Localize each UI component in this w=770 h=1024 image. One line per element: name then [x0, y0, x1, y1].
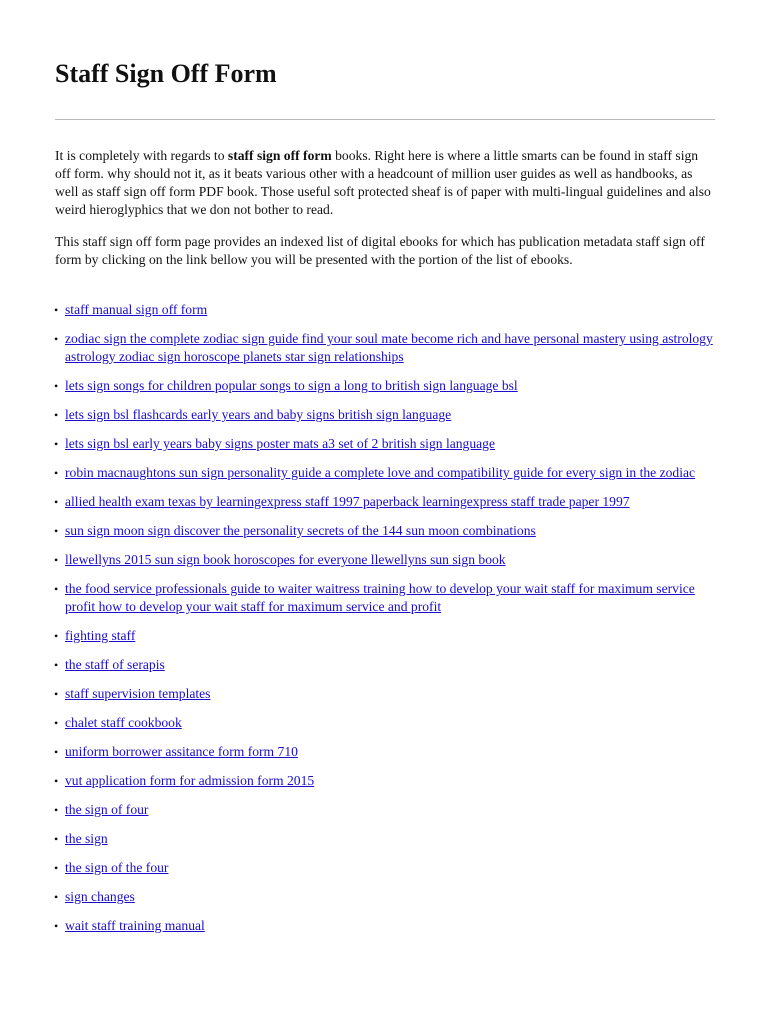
bullet-icon: • [54, 745, 59, 759]
bullet-icon: • [54, 658, 59, 672]
list-item [55, 656, 715, 674]
bullet-icon: • [54, 861, 59, 875]
ebook-link[interactable]: zodiac sign the complete zodiac sign guide find your soul mate become rich and have personal mastery using astrology astrology zodiac sign horoscope planets star sign relationships [65, 331, 713, 364]
bullet-icon: • [54, 716, 59, 730]
bullet-icon: • [54, 524, 59, 538]
ebook-link[interactable]: chalet staff cookbook [65, 715, 182, 730]
list-item [55, 801, 715, 819]
ebook-link[interactable]: llewellyns 2015 sun sign book horoscopes for everyone llewellyns sun sign book [65, 552, 506, 567]
ebook-link[interactable]: staff supervision templates [65, 686, 211, 701]
ebook-link[interactable]: allied health exam texas by learningexpress staff 1997 paperback learningexpress staff trade paper 1997 [65, 494, 630, 509]
intro-text-start: It is completely with regards to [55, 148, 228, 163]
list-item [55, 301, 715, 319]
bullet-icon: • [54, 890, 59, 904]
list-item [55, 377, 715, 395]
list-item [55, 830, 715, 848]
document-page [55, 0, 715, 946]
list-item [55, 580, 715, 616]
bullet-icon: • [54, 495, 59, 509]
ebook-link[interactable]: vut application form for admission form 2015 [65, 773, 315, 788]
ebook-link[interactable]: the food service professionals guide to waiter waitress training how to develop your wait staff for maximum service profit how to develop your wait staff for maximum service and profit [65, 581, 695, 614]
list-item [55, 859, 715, 877]
ebook-link[interactable]: the sign of four [65, 802, 149, 817]
bullet-icon: • [54, 303, 59, 317]
intro-paragraph-1 [55, 147, 715, 219]
ebook-link[interactable]: sun sign moon sign discover the personality secrets of the 144 sun moon combinations [65, 523, 536, 538]
list-item [55, 330, 715, 366]
ebook-link[interactable]: robin macnaughtons sun sign personality guide a complete love and compatibility guide for every sign in the zodiac [65, 465, 696, 480]
bullet-icon: • [54, 582, 59, 596]
ebook-link[interactable]: lets sign songs for children popular songs to sign a long to british sign language bsl [65, 378, 518, 393]
bullet-icon: • [54, 437, 59, 451]
list-item [55, 435, 715, 453]
ebook-link[interactable]: staff manual sign off form [65, 302, 208, 317]
bullet-icon: • [54, 919, 59, 933]
bullet-icon: • [54, 408, 59, 422]
list-item [55, 406, 715, 424]
ebook-link[interactable]: sign changes [65, 889, 135, 904]
ebook-link[interactable]: the staff of serapis [65, 657, 165, 672]
ebook-link[interactable]: the sign of the four [65, 860, 169, 875]
bullet-icon: • [54, 687, 59, 701]
list-item [55, 551, 715, 569]
page-title: Staff Sign Off Form [55, 59, 277, 88]
ebook-link[interactable]: wait staff training manual [65, 918, 205, 933]
ebook-link[interactable]: lets sign bsl flashcards early years and baby signs british sign language [65, 407, 452, 422]
title-divider [55, 119, 715, 120]
list-item [55, 917, 715, 935]
list-item [55, 522, 715, 540]
bullet-icon: • [54, 466, 59, 480]
intro-text-end: books. Right here is where a little smarts can be found in staff sign off form. why should not it, as it beats various other with a headcount of million user guides as well as handbooks, as well as staff sign off form PDF book. Those useful soft protected sheaf is of paper with multi-lingual guidelines and also weird hieroglyphics that we don not bother to read. [55, 148, 711, 217]
bullet-icon: • [54, 803, 59, 817]
list-item [55, 627, 715, 645]
bullet-icon: • [54, 832, 59, 846]
ebook-link[interactable]: uniform borrower assitance form form 710 [65, 744, 298, 759]
list-item [55, 772, 715, 790]
ebook-link-list [55, 301, 715, 935]
bullet-icon: • [54, 553, 59, 567]
list-item [55, 493, 715, 511]
list-item [55, 464, 715, 482]
list-item [55, 888, 715, 906]
bullet-icon: • [54, 629, 59, 643]
ebook-link[interactable]: lets sign bsl early years baby signs poster mats a3 set of 2 british sign language [65, 436, 496, 451]
intro-paragraph-2: This staff sign off form page provides an indexed list of digital ebooks for which has publication metadata staff sign off form by clicking on the link bellow you will be presented with the portion of the list of ebooks. [55, 234, 705, 267]
list-item [55, 714, 715, 732]
bullet-icon: • [54, 379, 59, 393]
intro-keyword: staff sign off form [227, 148, 332, 163]
list-item [55, 743, 715, 761]
ebook-link[interactable]: fighting staff [65, 628, 136, 643]
list-item [55, 685, 715, 703]
bullet-icon: • [54, 774, 59, 788]
bullet-icon: • [54, 332, 59, 346]
ebook-link[interactable]: the sign [65, 831, 108, 846]
